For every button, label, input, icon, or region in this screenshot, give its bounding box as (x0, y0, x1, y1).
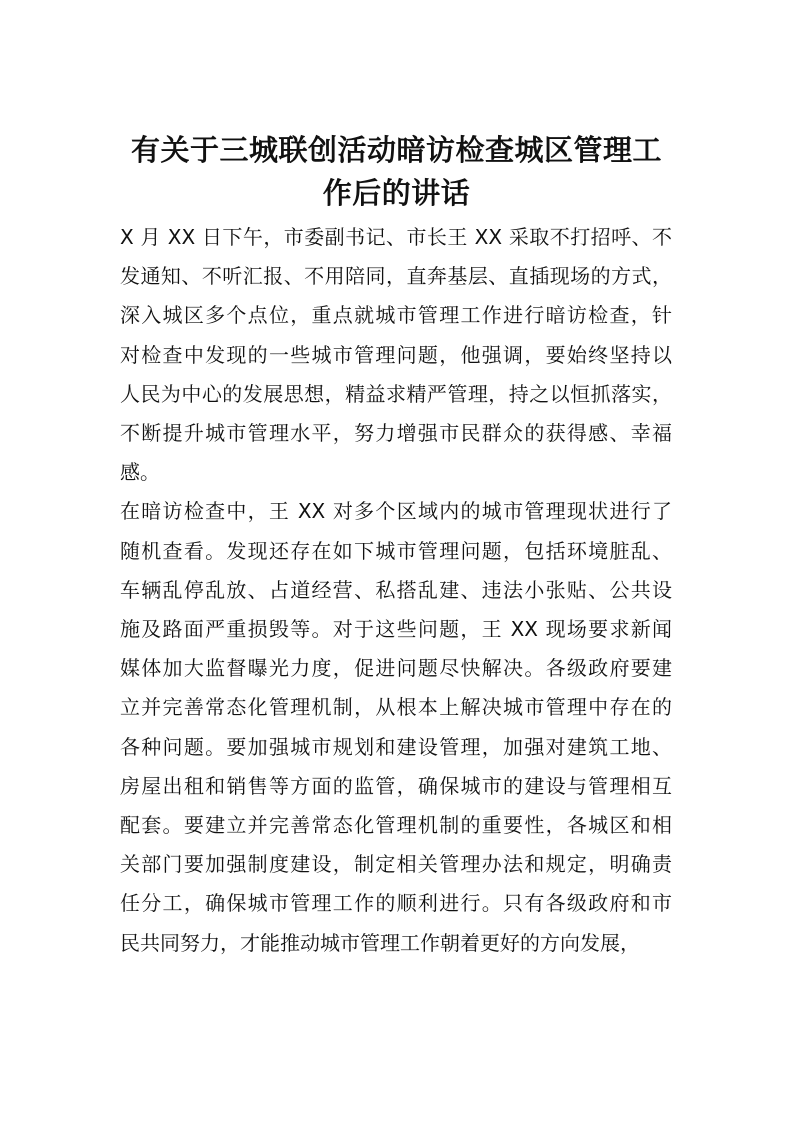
body-text-line: X 月 XX 日下午，市委副书记、市长王 XX 采取不打招呼、不 (120, 225, 672, 249)
body-text-line: 立并完善常态化管理机制，从根本上解决城市管理中存在的 (120, 695, 672, 720)
body-text-line: 感。 (120, 460, 160, 485)
body-text-line: 各种问题。要加强城市规划和建设管理，加强对建筑工地、 (120, 734, 672, 759)
document-title-line-1: 有关于三城联创活动暗访检查城区管理工 (130, 133, 662, 167)
body-text-line: 在暗访检查中，王 XX 对多个区域内的城市管理现状进行了 (120, 499, 672, 524)
body-text-line: 发通知、不听汇报、不用陪同，直奔基层、直插现场的方式， (120, 264, 672, 289)
body-text-line: 随机查看。发现还存在如下城市管理问题，包括环境脏乱、 (120, 538, 672, 563)
document-title-line-2: 作后的讲话 (322, 176, 471, 210)
body-text-line: 人民为中心的发展思想，精益求精严管理，持之以恒抓落实， (120, 381, 672, 406)
body-text-line: 媒体加大监督曝光力度，促进问题尽快解决。各级政府要建 (120, 656, 672, 681)
body-text-line: 不断提升城市管理水平，努力增强市民群众的获得感、幸福 (120, 421, 672, 445)
body-text-line: 深入城区多个点位，重点就城市管理工作进行暗访检查，针 (120, 303, 672, 328)
body-text-line: 配套。要建立并完善常态化管理机制的重要性，各城区和相 (120, 813, 672, 837)
body-text-line: 对检查中发现的一些城市管理问题，他强调，要始终坚持以 (120, 342, 672, 367)
body-text-line: 施及路面严重损毁等。对于这些问题，王 XX 现场要求新闻 (120, 617, 672, 641)
body-text-line: 任分工，确保城市管理工作的顺利进行。只有各级政府和市 (120, 891, 672, 916)
body-text-line: 关部门要加强制度建设，制定相关管理办法和规定，明确责 (120, 852, 672, 877)
body-text-line: 民共同努力，才能推动城市管理工作朝着更好的方向发展， (120, 930, 640, 955)
body-text-line: 房屋出租和销售等方面的监管，确保城市的建设与管理相互 (120, 773, 672, 798)
body-text-line: 车辆乱停乱放、占道经营、私搭乱建、违法小张贴、公共设 (120, 577, 672, 602)
